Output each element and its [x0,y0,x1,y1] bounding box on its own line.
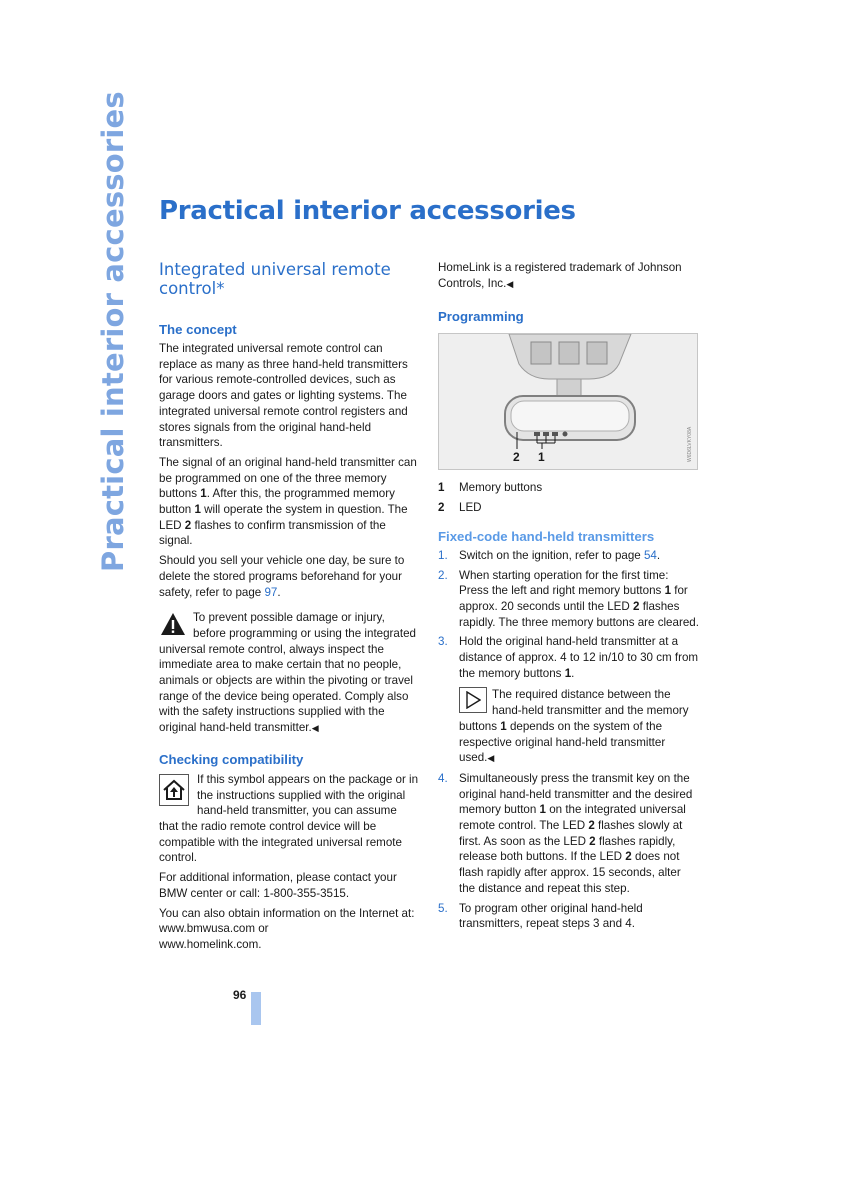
right-column [438,260,700,936]
legend-item: 2 LED [438,501,482,515]
end-mark-icon: ◀ [311,723,319,734]
step-3: 3. Hold the original hand-held transmitter at a distance of approx. 4 to 12 in/10 to 30 cm from the memory buttons 1. The required distance between the hand-held transmitter and the memory buttons 1 depends on the system of the respective original hand-held transmitter used.◀ [438,634,700,767]
compatibility-block [159,772,419,866]
concept-paragraph-3: Should you sell your vehicle one day, be sure to delete the stored programs beforehand for your safety, refer to page 97. [159,554,405,599]
homelink-house-icon [159,774,189,806]
section-title: Integrated universal remote control* [159,260,391,298]
compatibility-paragraph-3: You can also obtain information on the Internet at: [159,906,415,920]
compatibility-heading: Checking compatibility [159,751,304,767]
step-5: 5. To program other original hand-held transmitters, repeat steps 3 and 4. [438,901,643,931]
figure-label-2: 2 [513,450,520,465]
step-4: 4. Simultaneously press the transmit key on the original hand-held transmitter and the desired memory button 1 on the integrated universal remote control. The LED 2 flashes slowly at first. As soon as the LED 2 flashes rapidly, release both buttons. If the LED 2 does not flash rapidly after approx. 15 seconds, alter the distance and repeat this step. [438,771,693,895]
step-1: 1. Switch on the ignition, refer to page 54. [438,548,661,562]
url-homelink[interactable]: www.homelink.com. [159,937,262,951]
page-link-54[interactable]: 54 [643,548,657,562]
figure-code: W6D6LVKY08A [687,427,693,463]
page-marker-bar [251,992,261,1025]
page-title: Practical interior accessories [159,196,576,226]
concept-paragraph-2: The signal of an original hand-held transmitter can be programmed on one of the three memory buttons 1. After this, the programmed memory button 1 will operate the system in question. The LED 2 flashes to confirm transmission of the signal. [159,455,417,548]
page-number: 96 [233,988,247,1002]
note-arrow-icon [459,687,487,713]
fixed-code-heading: Fixed-code hand-held transmitters [438,528,655,544]
legend [438,480,700,515]
page-link-97[interactable]: 97 [264,585,278,599]
concept-heading: The concept [159,322,237,337]
distance-note: The required distance between the hand-held transmitter and the memory buttons 1 depends on the system of the respective original hand-held transmitter used.◀ [459,688,689,765]
left-column [159,260,419,953]
end-mark-icon: ◀ [487,753,495,764]
legend-item: 1 Memory buttons [438,481,543,495]
rearview-mirror-figure [438,333,698,470]
end-mark-icon: ◀ [506,278,514,289]
trademark-note: HomeLink is a registered trademark of Johnson Controls, Inc.◀ [438,261,682,290]
compatibility-paragraph-2: For additional information, please contact your BMW center or call: 1-800-355-3515. [159,871,397,900]
url-bmwusa[interactable]: www.bmwusa.com or [159,922,269,936]
programming-heading: Programming [438,309,524,325]
concept-paragraph-1: The integrated universal remote control can replace as many as three hand-held transmitters for various remote-controlled devices, such as garage doors and gates or lighting systems. The integrated universal remote control registers and stores signals from the original hand-held transmitters. [159,342,408,450]
side-chapter-title: Practical interior accessories [96,91,130,572]
mirror-illustration [439,334,697,469]
warning-text: To prevent possible damage or injury, before programming or using the integrated universal remote control, always inspect the immediate area to make certain that no people, animals or objects are within the pivoting or travel range of the device being operated. Comply also with the safety instructions supplied with the original hand-held transmitter.◀ [159,611,416,735]
figure-label-1: 1 [538,450,545,465]
programming-steps [438,548,700,932]
compatibility-paragraph-1: If this symbol appears on the package or in the instructions supplied with the original hand-held transmitter, you can assume that the radio remote control device will be compatible with the integrated universal remote control. [159,772,419,865]
warning-triangle-icon [159,612,187,636]
warning-note [159,610,419,737]
step-2: 2. When starting operation for the first time: Press the left and right memory buttons 1 for approx. 20 seconds until the LED 2 flashes rapidly. The three memory buttons are cleared. [438,568,699,629]
